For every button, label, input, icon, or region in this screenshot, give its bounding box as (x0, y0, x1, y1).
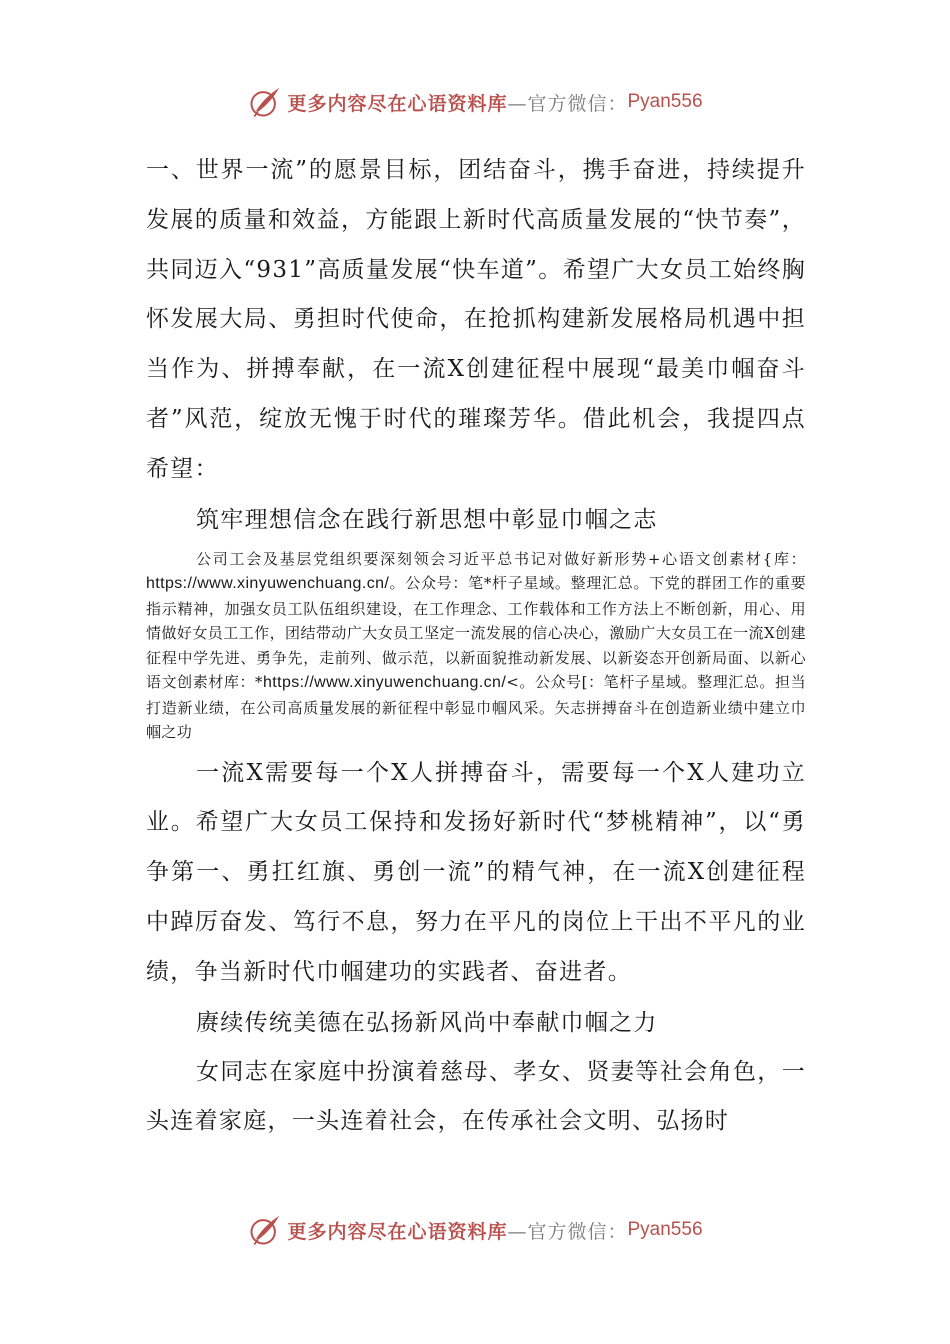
banner-wechat-label: —官方微信： (507, 1220, 628, 1243)
quill-logo-icon (247, 84, 283, 120)
footer-banner (0, 1208, 950, 1252)
banner-wechat-label: —官方微信： (507, 92, 628, 115)
small-text: 公司工会及基层党组织要深刻领会习近平总书记对做好新形势+心语文创素材{库： (196, 549, 806, 568)
paragraph: 一流X需要每一个X人拼搏奋斗，需要每一个X人建功立业。希望广大女员工保持和发扬好新时代“梦桃精神”，以“勇争第一、勇扛红旗、勇创一流”的精气神，在一流X创建征程中踔厉奋发、笃行不息，努力在平凡的岗位上干出不平凡的业绩，争当新时代巾帼建功的实践者、奋进者。 (146, 759, 806, 985)
quill-logo-icon (247, 1212, 283, 1248)
header-banner (0, 80, 950, 124)
small-print-paragraph (146, 547, 806, 745)
paragraph: 女同志在家庭中扮演着慈母、孝女、贤妻等社会角色，一头连着家庭，一头连着社会，在传承社会文明、弘扬时 (146, 1058, 806, 1135)
source-url: https://www.xinyuwenchuang.cn/ (262, 674, 507, 692)
small-text: 。公众号：笔*杆子星域。整理汇总。下党的群团工作的重要指示精神，加强女员工队伍组织建设，在工作理念、工作载体和工作方法上不断创新，用心、用情做好女员工工作，团结带动广大女员工坚定一流发展的信心决心，激励广大女员工在一流X创建征程中学先进、勇争先，走前列、做示范，以新面貌推动新发展、以新姿态开创新局面、以新心语文创素材库：* (146, 574, 806, 692)
section-heading: 赓续传统美德在弘扬新风尚中奉献巾帼之力 (196, 1009, 658, 1036)
banner-title: 更多内容尽在心语资料库 (287, 92, 508, 115)
source-url: https://www.xinyuwenchuang.cn/ (146, 575, 390, 593)
paragraph: 一、世界一流”的愿景目标，团结奋斗，携手奋进，持续提升发展的质量和效益，方能跟上新时代高质量发展的“快节奏”，共同迈入“931”高质量发展“快车道”。希望广大女员工始终胸怀发展大局、勇担时代使命，在抢抓构建新发展格局机遇中担当作为、拼搏奉献，在一流X创建征程中展现“最美巾帼奋斗者”风范，绽放无愧于时代的璀璨芳华。借此机会，我提四点希望： (146, 157, 806, 482)
document-body (146, 146, 806, 1147)
banner-title: 更多内容尽在心语资料库 (287, 1220, 508, 1243)
banner-wechat-id: Pyan556 (627, 91, 703, 112)
banner-wechat-id: Pyan556 (627, 1219, 703, 1240)
section-heading: 筑牢理想信念在践行新思想中彰显巾帼之志 (196, 506, 658, 533)
small-text: <。公众号[：笔杆子星域。整理汇总。担当打造新业绩，在公司高质量发展的新征程中彰显巾帼风采。矢志拼搏奋斗在创造新业绩中建立巾帼之功 (146, 673, 806, 742)
